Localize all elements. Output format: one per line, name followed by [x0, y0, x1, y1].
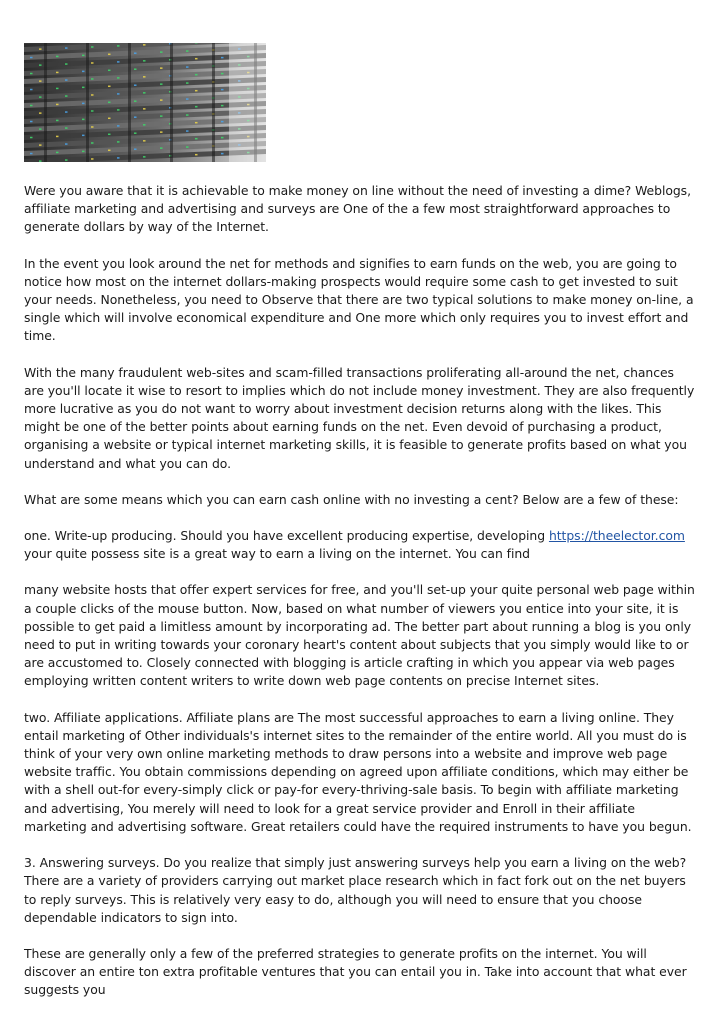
article-body	[24, 182, 696, 1018]
paragraph-5-after: your quite possess site is a great way to earn a living on the internet. You can find	[24, 546, 530, 562]
paragraph-1: Were you aware that it is achievable to make money on line without the need of investing a dime? Weblogs, affiliate marketing and advertising and surveys are One of the a few most straightforward approaches to generate dollars by way of the Internet.	[24, 183, 691, 235]
paragraph-5-before: one. Write-up producing. Should you have excellent producing expertise, developing	[24, 528, 549, 544]
paragraph-4: What are some means which you can earn cash online with no investing a cent? Below are a few of these:	[24, 491, 679, 507]
paragraph-6: many website hosts that offer expert services for free, and you'll set-up your quite personal web page within a couple clicks of the mouse button. Now, based on what number of viewers you entice into your site, it is possible to get paid a limitless amount by incorporating ad. The better part about running a blog is you only need to put in writing towards your coronary heart's content about subjects that you simply would like to or are accustomed to. Closely connected with blogging is article crafting in which you appear via web pages employing written content writers to write down web page contents on precise Internet sites.	[24, 582, 695, 689]
paragraph-3: With the many fraudulent web-sites and scam-filled transactions proliferating all-around the net, chances are you'll locate it wise to resort to implies which do not include money investment. They are also frequently more lucrative as you do not want to worry about investment decision returns along with the likes. This might be one of the better points about earning funds on the net. Even devoid of purchasing a product, organising a website or typical internet marketing skills, it is feasible to generate profits based on what you understand and what you can do.	[24, 364, 695, 471]
server-racks-illustration	[24, 43, 266, 162]
paragraph-8: 3. Answering surveys. Do you realize that simply just answering surveys help you earn a living on the web? There are a variety of providers carrying out market place research which in fact fork out on the net buyers to reply surveys. This is relatively very easy to do, although you will need to ensure that you choose dependable indicators to sign into.	[24, 855, 687, 925]
paragraph-7: two. Affiliate applications. Affiliate plans are The most successful approaches to earn a living online. They entail marketing of Other individuals's internet sites to the remainder of the entire world. All you must do is think of your very own online marketing methods to draw persons into a website and improve web page website traffic. You obtain commissions depending on agreed upon affiliate conditions, which may either be with a shell out-for every-simply click or pay-for every-thriving-sale basis. To begin with affiliate marketing and advertising, You merely will need to look for a great service provider and Enroll in their affiliate marketing and advertising software. Great retailers could have the required instruments to have you begun.	[24, 709, 692, 834]
theelector-link[interactable]: https://theelector.com	[548, 528, 685, 544]
paragraph-9: These are generally only a few of the preferred strategies to generate profits on the internet. You will discover an entire ton extra profitable ventures that you can entail you in. Take into account that what ever suggests you	[24, 945, 687, 998]
paragraph-5	[24, 527, 696, 563]
server-racks-image	[24, 43, 266, 162]
paragraph-2: In the event you look around the net for methods and signifies to earn funds on the web, you are going to notice how most on the internet dollars-making prospects would require some cash to get invested to suit your needs. Nonetheless, you need to Observe that there are two typical solutions to make money on-line, a single which will involve economical expenditure and One more which only requires you to invest effort and time.	[24, 255, 694, 344]
